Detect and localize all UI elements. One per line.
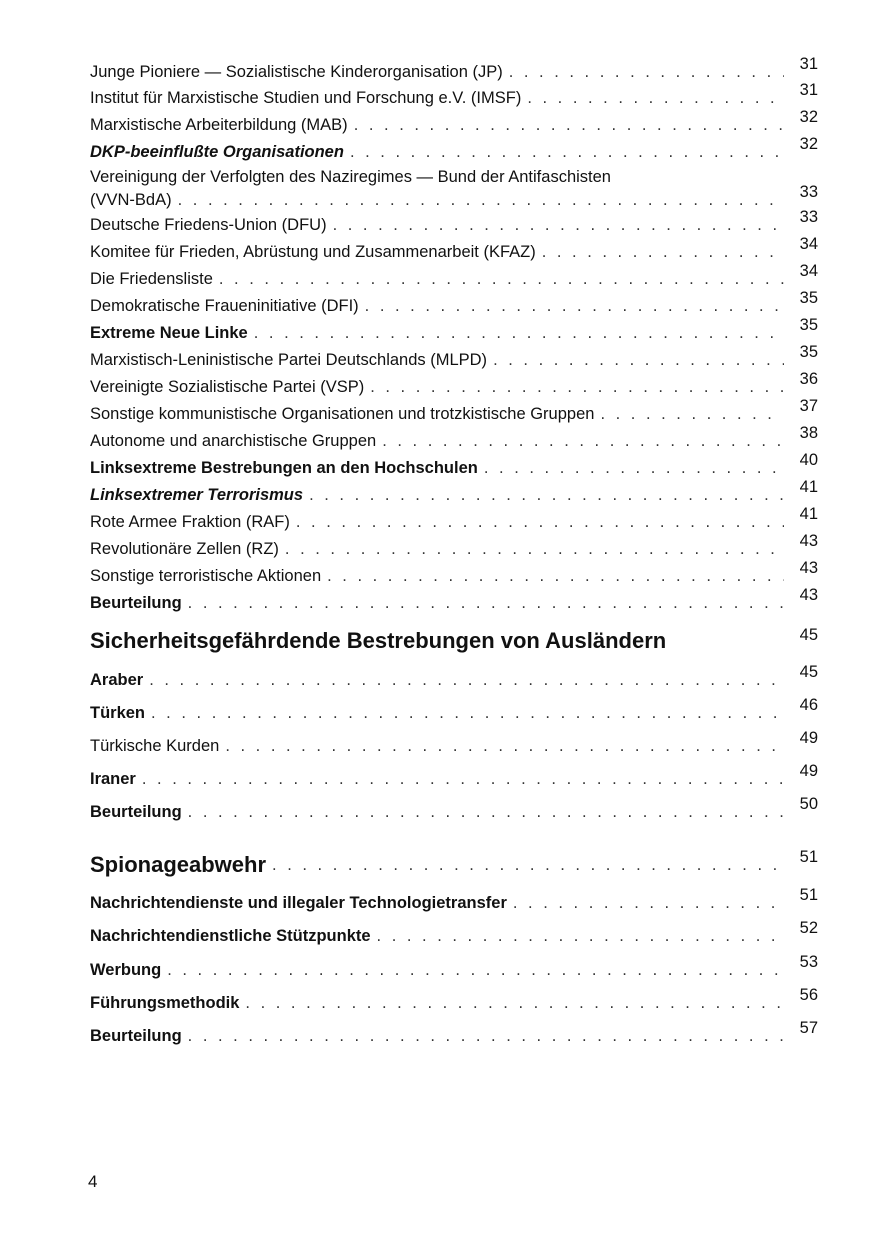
toc-entry-page: 34 (799, 262, 818, 280)
toc-entry (90, 478, 818, 505)
dot-leader (188, 593, 784, 613)
toc-entry-page: 36 (799, 370, 818, 388)
toc-entry (90, 532, 818, 559)
toc-entry-page: 34 (799, 235, 818, 253)
toc-entry (90, 108, 818, 135)
toc-entry-title: Iraner (90, 770, 136, 788)
toc-entry (90, 370, 818, 397)
toc-entry (90, 795, 818, 822)
toc-entry-page: 51 (799, 886, 818, 904)
toc-entry-title: Revolutionäre Zellen (RZ) (90, 540, 279, 558)
toc-entry-title: Araber (90, 671, 144, 689)
toc-entry-page: 35 (799, 343, 818, 361)
toc-entry-page: 31 (799, 81, 818, 99)
toc-entry-page: 40 (799, 451, 818, 469)
toc-entry-title: Die Friedensliste (90, 270, 213, 288)
toc-entry-title: Sonstige terroristische Aktionen (90, 567, 322, 585)
dot-leader (370, 377, 784, 397)
toc-entry (90, 559, 818, 586)
dot-leader (142, 769, 784, 789)
toc-entry (90, 397, 818, 424)
toc-entry (90, 135, 818, 162)
toc-entry-title: Autonome und anarchistische Gruppen (90, 432, 377, 450)
toc-entry-title: Führungsmethodik (90, 994, 240, 1012)
toc-entry (90, 451, 818, 478)
toc-entry-title: Rote Armee Fraktion (RAF) (90, 513, 290, 531)
dot-leader (225, 736, 784, 756)
toc-entry-title: (VVN-BdA) (90, 191, 172, 209)
dot-leader (254, 323, 784, 343)
toc-entry-title: Werbung (90, 961, 162, 979)
toc-entry-title: Beurteilung (90, 803, 182, 821)
toc-entry-title: Vereinigte Sozialistische Partei (VSP) (90, 378, 365, 396)
dot-leader (493, 350, 784, 370)
toc-entry-title-text: Linksextremer Terrorismus (90, 486, 304, 504)
toc-entry (90, 586, 818, 613)
dot-leader (509, 62, 784, 82)
toc-entry-page: 49 (799, 762, 818, 780)
toc-entry (90, 235, 818, 262)
dot-leader (188, 1026, 784, 1046)
toc-entry-page: 57 (799, 1019, 818, 1037)
toc-entry (90, 886, 818, 913)
dot-leader (542, 242, 784, 262)
toc-entry-page: 41 (799, 478, 818, 496)
toc-entry-title: Sonstige kommunistische Organisationen und trotzkistische Gruppen (90, 405, 595, 423)
toc-entry (90, 1019, 818, 1046)
toc-entry-title: Türken (90, 704, 146, 722)
toc-entry (90, 262, 818, 289)
toc-entry (90, 81, 818, 108)
dot-leader (365, 296, 784, 316)
toc-entry-page: 35 (799, 316, 818, 334)
toc-entry-title: Institut für Marxistische Studien und Forschung e.V. (IMSF) (90, 89, 522, 107)
toc-section-title: Spionageabwehr (90, 852, 267, 877)
toc-entry-title: Beurteilung (90, 594, 182, 612)
toc-entry (90, 343, 818, 370)
toc-entry (90, 919, 818, 946)
dot-leader (484, 458, 784, 478)
toc-entry-title (90, 142, 344, 162)
toc-entry-page: 38 (799, 424, 818, 442)
toc-entry-title: Beurteilung (90, 1027, 182, 1045)
toc-entry-line1: Vereinigung der Verfolgten des Naziregimes — Bund der Antifaschisten (90, 168, 611, 186)
dot-leader (167, 960, 784, 980)
toc-section-page: 45 (799, 626, 818, 644)
toc-entry-page: 43 (799, 586, 818, 604)
toc-entry-page: 35 (799, 289, 818, 307)
toc-entry (90, 183, 818, 210)
toc-entry (90, 663, 818, 690)
toc-entry (90, 953, 818, 980)
toc-entry-title: Demokratische Fraueninitiative (DFI) (90, 297, 359, 315)
dot-leader (513, 893, 784, 913)
dot-leader (350, 142, 784, 162)
toc-entry-title: Türkische Kurden (90, 737, 220, 755)
toc-entry-title: Junge Pioniere — Sozialistische Kinderorganisation (JP) (90, 63, 503, 81)
dot-leader (327, 566, 784, 586)
toc-entry-title-text: DKP-beeinflußte Organisationen (90, 143, 344, 161)
dot-leader (309, 485, 784, 505)
toc-entry (90, 729, 818, 756)
toc-section-heading (90, 628, 818, 654)
toc-entry-title: Deutsche Friedens-Union (DFU) (90, 216, 327, 234)
toc-section-heading (90, 848, 818, 877)
dot-leader (527, 88, 784, 108)
toc-entry (90, 208, 818, 235)
toc-entry-page: 52 (799, 919, 818, 937)
dot-leader (296, 512, 784, 532)
toc-entry-page: 31 (799, 55, 818, 73)
toc-entry-page: 53 (799, 953, 818, 971)
toc-entry (90, 55, 818, 82)
toc-entry-page: 43 (799, 532, 818, 550)
dot-leader (151, 703, 784, 723)
toc-entry-page: 33 (799, 208, 818, 226)
dot-leader (245, 993, 784, 1013)
toc-entry (90, 424, 818, 451)
toc-entry-title: Nachrichtendienstliche Stützpunkte (90, 927, 371, 945)
toc-entry-page: 32 (799, 108, 818, 126)
dot-leader (149, 670, 784, 690)
toc-entry-page: 32 (799, 135, 818, 153)
dot-leader (272, 855, 784, 875)
toc-section-page: 51 (799, 848, 818, 866)
toc-entry-title: Nachrichtendienste und illegaler Technologietransfer (90, 894, 507, 912)
toc-entry-title (90, 485, 303, 505)
toc-entry (90, 316, 818, 343)
toc-entry-page: 33 (799, 183, 818, 201)
toc-entry-page: 41 (799, 505, 818, 523)
dot-leader (188, 802, 784, 822)
toc-entry-page: 43 (799, 559, 818, 577)
toc-entry-title: Komitee für Frieden, Abrüstung und Zusammenarbeit (KFAZ) (90, 243, 536, 261)
dot-leader (333, 215, 784, 235)
toc-entry-title: Marxistische Arbeiterbildung (MAB) (90, 116, 348, 134)
dot-leader (377, 926, 784, 946)
toc-entry-page: 37 (799, 397, 818, 415)
dot-leader (600, 404, 784, 424)
dot-leader (354, 115, 784, 135)
dot-leader (285, 539, 784, 559)
toc-entry (90, 986, 818, 1013)
dot-leader (382, 431, 784, 451)
dot-leader (219, 269, 784, 289)
toc-entry-title: Linksextreme Bestrebungen an den Hochschulen (90, 459, 478, 477)
toc-entry-page: 46 (799, 696, 818, 714)
page-number: 4 (88, 1172, 98, 1191)
toc-entry-page: 50 (799, 795, 818, 813)
toc-entry (90, 762, 818, 789)
toc-entry (90, 289, 818, 316)
toc-section-title: Sicherheitsgefährdende Bestrebungen von Ausländern (90, 628, 667, 653)
toc-entry-title: Marxistisch-Leninistische Partei Deutschlands (MLPD) (90, 351, 488, 369)
toc-entry-page: 45 (799, 663, 818, 681)
toc-entry-page: 56 (799, 986, 818, 1004)
dot-leader (178, 190, 784, 210)
toc-entry (90, 696, 818, 723)
toc-entry (90, 505, 818, 532)
toc-entry-title: Extreme Neue Linke (90, 324, 248, 342)
toc-entry-page: 49 (799, 729, 818, 747)
